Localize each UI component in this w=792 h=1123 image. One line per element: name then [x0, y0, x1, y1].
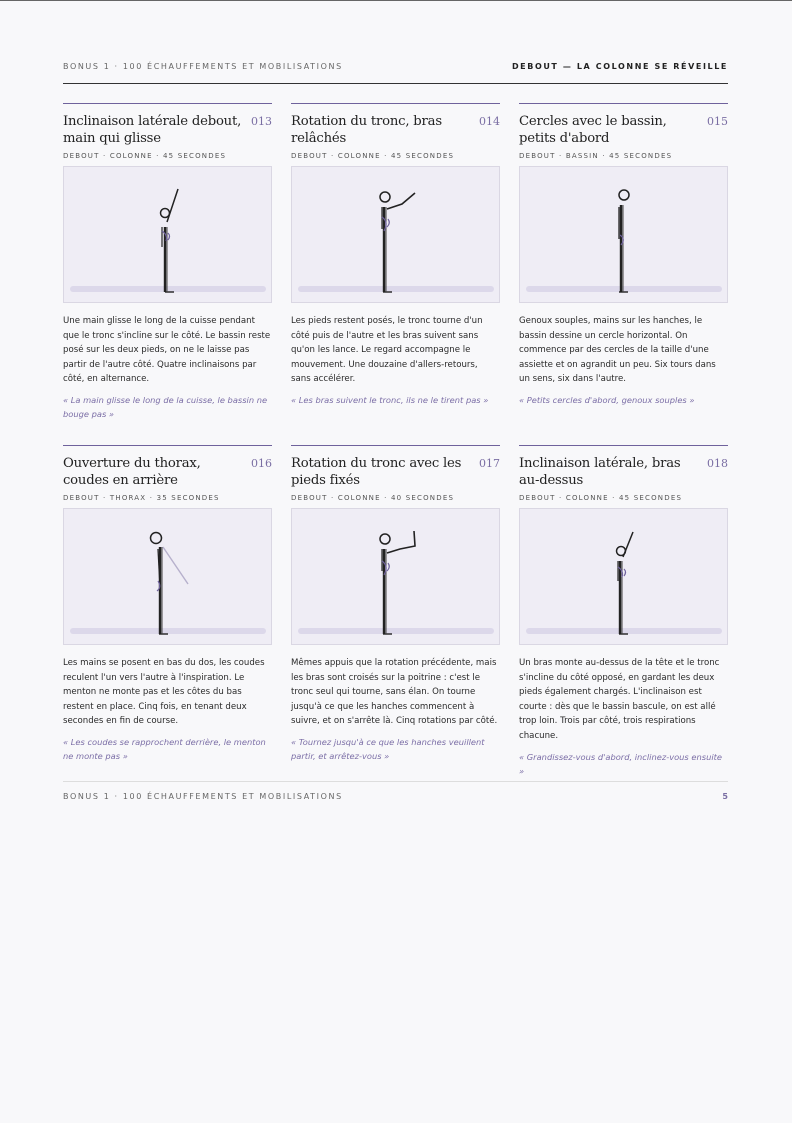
exercise-cue: « Grandissez-vous d'abord, inclinez-vous ensuite » [519, 751, 723, 776]
exercise-illustration [291, 508, 500, 645]
stick-figure-rotation-icon [292, 167, 500, 303]
card-title-row [63, 113, 272, 147]
stick-figure-hip-circles-icon [520, 167, 728, 303]
stick-figure-side-bend-icon [520, 509, 728, 645]
exercise-cue: « Tournez jusqu'à ce que les hanches veuillent partir, et arrêtez-vous » [291, 736, 485, 762]
card-title-row [519, 113, 728, 147]
exercise-cue: « Petits cercles d'abord, genoux souples » [519, 394, 695, 405]
page-number: 5 [722, 792, 728, 801]
footer-divider [63, 781, 728, 782]
exercise-illustration [519, 508, 728, 645]
running-header [63, 62, 728, 71]
exercise-illustration [291, 166, 500, 303]
exercise-description: Mêmes appuis que la rotation précédente, mais les bras sont croisés sur la poitrine : c'est le tronc seul qui tourne, sans élan. On tourne jusqu'à ce que les hanches commencent à suivre, et on s'arrête là. Cinq rotations par côté. [291, 658, 498, 727]
exercise-number: 016 [251, 457, 272, 470]
exercise-cue: « Les bras suivent le tronc, ils ne le tirent pas » [291, 394, 489, 405]
exercise-description: Une main glisse le long de la cuisse pendant que le tronc s'incline sur le côté. Le bassin reste posé sur les deux pieds, on ne le laisse pas partir de l'autre côté. Quatre inclinaisons par côté, en alternance. [63, 316, 271, 385]
exercise-cue: « La main glisse le long de la cuisse, le bassin ne bouge pas » [63, 394, 268, 420]
exercise-meta: DEBOUT · THORAX · 35 SECONDES [63, 494, 220, 502]
header-divider [63, 83, 728, 84]
exercise-title: Rotation du tronc, bras relâchés [291, 114, 442, 146]
card-title-row [519, 455, 728, 489]
exercise-description: Les pieds restent posés, le tronc tourne d'un côté puis de l'autre et les bras suivent sans qu'on les lance. Le regard accompagne le mouvement. Une douzaine d'allers-retours, sans accélérer. [291, 316, 483, 385]
card-divider [63, 445, 272, 446]
exercise-meta: DEBOUT · COLONNE · 45 SECONDES [291, 152, 455, 160]
running-footer [63, 792, 728, 801]
exercise-card [519, 103, 728, 422]
card-title-row [291, 455, 500, 489]
card-title-row [291, 113, 500, 147]
exercise-grid-row-1 [63, 103, 728, 422]
exercise-meta: DEBOUT · COLONNE · 40 SECONDES [291, 494, 455, 502]
exercise-illustration [519, 166, 728, 303]
exercise-grid-row-2 [63, 445, 728, 778]
exercise-card [291, 103, 500, 422]
footer-book-title: BONUS 1 · 100 ÉCHAUFFEMENTS ET MOBILISATIONS [63, 792, 343, 801]
exercise-number: 018 [707, 457, 728, 470]
exercise-description: Les mains se posent en bas du dos, les coudes reculent l'un vers l'autre à l'inspiration. Le menton ne monte pas et les côtes du bas restent en place. Cinq fois, en tenant deux secondes en fin de course. [63, 658, 265, 727]
header-section-title: DEBOUT — LA COLONNE SE RÉVEILLE [511, 62, 728, 71]
exercise-description: Un bras monte au-dessus de la tête et le tronc s'incline du côté opposé, en gardant les deux pieds également chargés. L'inclinaison est courte : dès que le bassin bascule, on est allé trop loin. Trois par côté, trois respirations chacune. [519, 658, 720, 741]
exercise-title: Inclinaison latérale debout, main qui glisse [63, 114, 242, 146]
exercise-title: Ouverture du thorax, coudes en arrière [63, 456, 201, 488]
header-book-title: BONUS 1 · 100 ÉCHAUFFEMENTS ET MOBILISATIONS [63, 62, 343, 71]
top-border [0, 0, 792, 1]
exercise-number: 014 [479, 115, 500, 128]
stick-figure-chest-opening-icon [64, 509, 272, 645]
exercise-cue: « Les coudes se rapprochent derrière, le menton ne monte pas » [63, 736, 266, 762]
exercise-title: Rotation du tronc avec les pieds fixés [291, 456, 462, 488]
exercise-card [291, 445, 500, 778]
exercise-illustration [63, 508, 272, 645]
card-divider [519, 103, 728, 104]
exercise-description: Genoux souples, mains sur les hanches, le bassin dessine un cercle horizontal. On commence par des cercles de la taille d'une assiette et on agrandit un peu. Six tours dans un sens, six dans l'autre. [519, 316, 716, 385]
exercise-card [519, 445, 728, 778]
card-divider [291, 103, 500, 104]
exercise-number: 015 [707, 115, 728, 128]
exercise-card [63, 445, 272, 778]
exercise-meta: DEBOUT · COLONNE · 45 SECONDES [63, 152, 227, 160]
exercise-number: 013 [251, 115, 272, 128]
card-divider [63, 103, 272, 104]
card-divider [519, 445, 728, 446]
stick-figure-rotation-icon [292, 509, 500, 645]
exercise-meta: DEBOUT · COLONNE · 45 SECONDES [519, 494, 683, 502]
card-title-row [63, 455, 272, 489]
stick-figure-side-bend-icon [64, 167, 272, 303]
exercise-meta: DEBOUT · BASSIN · 45 SECONDES [519, 152, 673, 160]
exercise-title: Inclinaison latérale, bras au-dessus [519, 456, 681, 488]
exercise-illustration [63, 166, 272, 303]
exercise-title: Cercles avec le bassin, petits d'abord [519, 114, 667, 146]
card-divider [291, 445, 500, 446]
exercise-number: 017 [479, 457, 500, 470]
exercise-card [63, 103, 272, 422]
